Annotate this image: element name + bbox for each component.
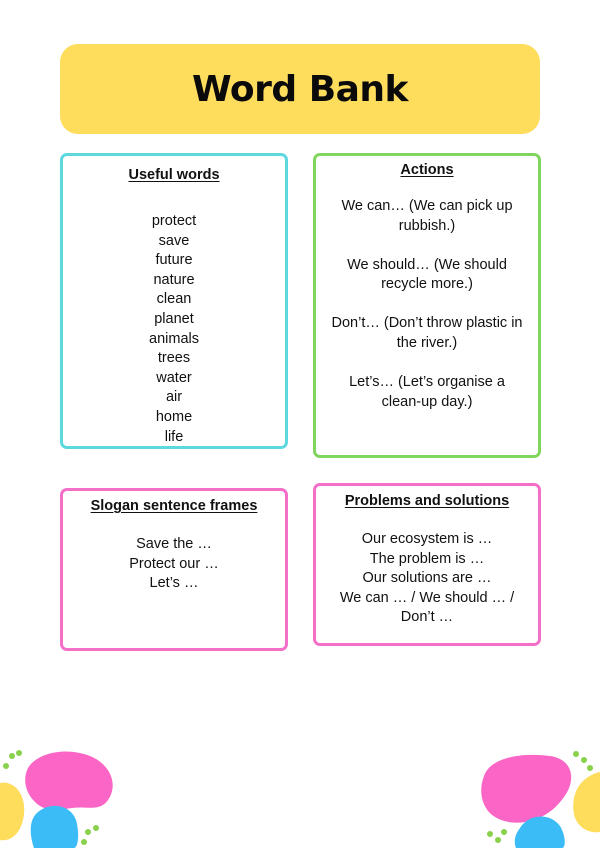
word-item: life [164,428,184,445]
action-item: Let’s… (Let’s organise a clean-up day.) [349,374,505,410]
pink-blob [25,752,113,810]
problems-solutions-heading: Problems and solutions [344,493,510,509]
slogan-frames-heading: Slogan sentence frames [90,498,258,514]
green-dot [16,750,22,756]
word-item: planet [154,310,194,327]
green-dot [495,837,501,843]
actions-card [313,153,541,458]
green-dot [487,831,493,837]
action-item: We should… (We should recycle more.) [347,256,507,293]
problems-solutions-card [313,483,541,646]
frame-item: Let’s … [149,575,199,592]
word-item: protect [151,213,197,229]
frame-item: Our ecosystem is … [361,531,493,547]
frame-item: Save the … [136,536,212,552]
actions-heading: Actions [400,162,454,178]
action-item: We can… (We can pick up rubbish.) [341,198,513,234]
word-item: home [155,408,193,425]
green-dot [85,829,91,835]
word-item: air [165,389,183,406]
word-item: water [156,369,192,386]
frame-item: We can … / We should … / Don’t … [339,589,515,626]
green-dot [3,763,9,769]
green-dot [587,765,593,771]
paint-blobs-left-icon [0,748,120,848]
green-dot [9,753,15,759]
pink-blob [481,755,571,823]
problems-solutions-list [322,530,532,628]
green-dot [81,839,87,845]
blue-blob [31,806,78,848]
word-item: clean [156,291,192,308]
slogan-frames-list [63,535,285,594]
yellow-blob [0,783,24,841]
word-item: animals [149,330,199,347]
yellow-blob [573,772,600,832]
word-item: nature [153,271,195,288]
useful-words-list [63,212,285,447]
green-dot [581,757,587,763]
paint-blobs-right-icon [480,748,600,848]
frame-item: Protect our … [129,555,219,572]
page-title: Word Bank [191,68,409,110]
word-item: trees [157,350,191,367]
frame-item: Our solutions are … [362,570,492,587]
useful-words-heading: Useful words [128,167,220,183]
word-item: future [155,252,193,269]
useful-words-card [60,153,288,449]
word-item: save [158,232,190,249]
green-dot [93,825,99,831]
frame-item: The problem is … [369,550,485,567]
slogan-frames-card [60,488,288,651]
green-dot [501,829,507,835]
action-item: Don’t… (Don’t throw plastic in the river.) [331,315,523,351]
title-banner [60,44,540,134]
green-dot [573,751,579,757]
